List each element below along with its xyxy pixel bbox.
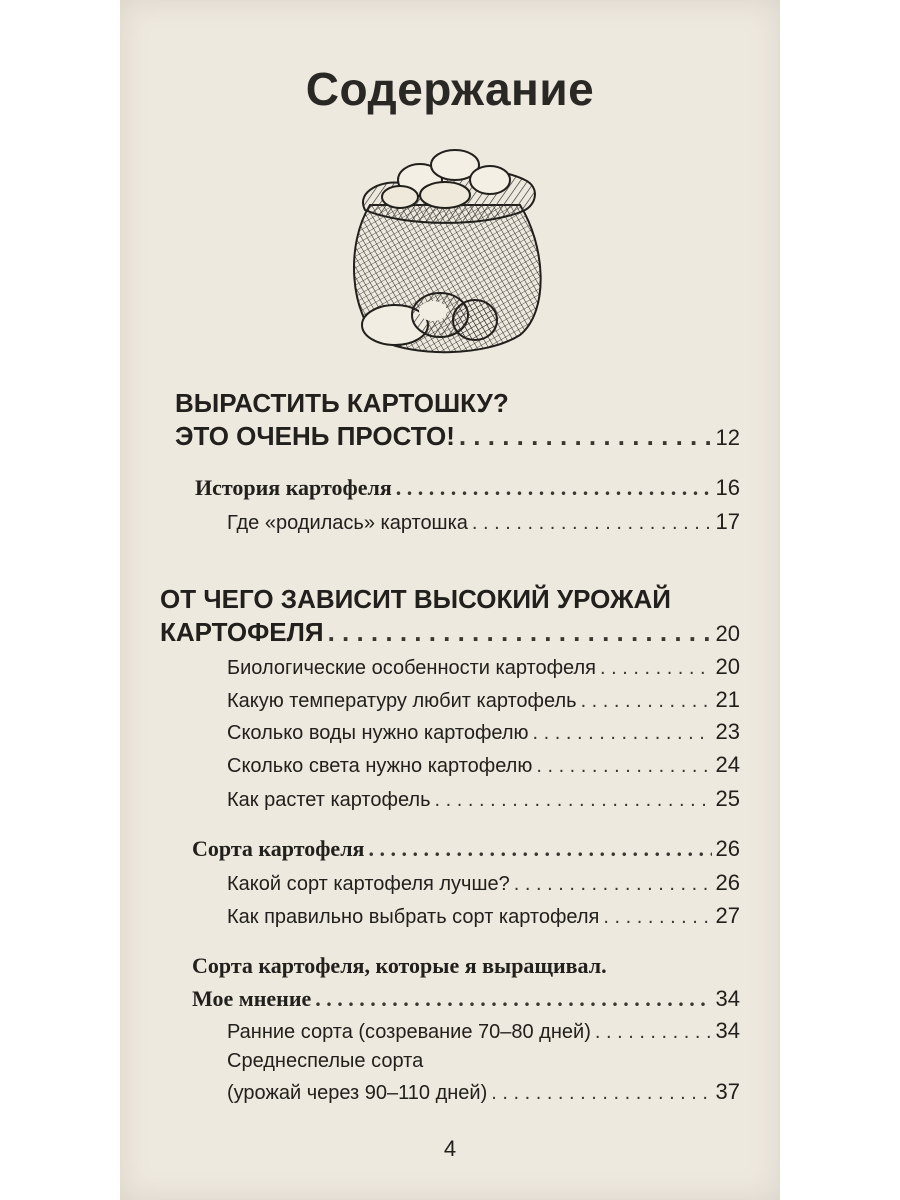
toc-entry[interactable]	[227, 903, 740, 929]
toc-entry-label: Какой сорт картофеля лучше?	[227, 873, 510, 895]
toc-page-number: 34	[715, 986, 740, 1011]
toc-page-number: 37	[715, 1079, 740, 1104]
toc-entry-label: Ранние сорта (созревание 70–80 дней)	[227, 1021, 591, 1043]
toc-entry[interactable]	[227, 719, 740, 745]
toc-page-number: 27	[715, 903, 740, 928]
leader-dots	[472, 512, 712, 535]
toc-entry[interactable]	[227, 752, 740, 778]
leader-dots	[536, 755, 711, 778]
leader-dots	[581, 690, 712, 713]
toc-page-number: 20	[715, 621, 740, 646]
toc-heading-2-line1[interactable]: ОТ ЧЕГО ЗАВИСИТ ВЫСОКИЙ УРОЖАЙ	[160, 584, 671, 614]
toc-page-number: 20	[715, 654, 740, 679]
toc-entry-label: Сколько света нужно картофелю	[227, 755, 533, 777]
toc-page-number: 26	[715, 870, 740, 895]
toc-page-number: 16	[715, 475, 740, 500]
toc-heading-2[interactable]	[160, 617, 740, 648]
leader-dots	[328, 617, 712, 648]
leader-dots	[533, 722, 712, 745]
toc-entry-label: История картофеля	[195, 475, 392, 500]
toc-heading-1[interactable]	[175, 421, 740, 452]
toc-entry[interactable]	[227, 1079, 740, 1105]
page-number: 4	[443, 1136, 457, 1161]
book-page	[120, 0, 780, 1200]
toc-heading-1-line1[interactable]: ВЫРАСТИТЬ КАРТОШКУ?	[175, 388, 509, 418]
toc-entry-label: Биологические особенности картофеля	[227, 657, 597, 679]
toc-page-number: 17	[715, 509, 740, 534]
toc-entry[interactable]	[227, 786, 740, 812]
leader-dots	[514, 873, 712, 896]
toc-page-number: 12	[715, 425, 740, 450]
leader-dots	[435, 789, 712, 812]
toc-entry-label: Какую температуру любит картофель	[227, 690, 577, 712]
toc-entry-label: Как растет картофель	[227, 789, 431, 811]
toc-page-number: 24	[715, 752, 740, 777]
toc-entry[interactable]	[227, 1018, 740, 1044]
toc-entry[interactable]	[227, 870, 740, 896]
leader-dots	[600, 657, 712, 680]
toc-heading-4-line1[interactable]: Сорта картофеля, которые я выращивал.	[192, 953, 607, 978]
toc-heading-1-line2: ЭТО ОЧЕНЬ ПРОСТО!	[175, 421, 455, 451]
toc-entry-history[interactable]	[195, 475, 740, 501]
toc-heading-2-line2: КАРТОФЕЛЯ	[160, 617, 324, 647]
toc-entry[interactable]	[227, 654, 740, 680]
toc-entry[interactable]	[227, 687, 740, 713]
leader-dots	[368, 836, 711, 862]
toc-entry-label: Сколько воды нужно картофелю	[227, 722, 529, 744]
potato-sack-icon	[325, 135, 565, 360]
toc-heading-4[interactable]	[192, 986, 740, 1012]
leader-dots	[491, 1082, 711, 1105]
leader-dots	[396, 475, 712, 501]
toc-page-number: 26	[715, 836, 740, 861]
toc-page-number: 21	[715, 687, 740, 712]
leader-dots	[315, 986, 711, 1012]
toc-entry-origin[interactable]	[227, 509, 740, 535]
leader-dots	[603, 906, 711, 929]
toc-page-number: 25	[715, 786, 740, 811]
toc-entry-label: Как правильно выбрать сорт картофеля	[227, 906, 600, 928]
leader-dots	[459, 421, 712, 452]
toc-page-number: 34	[715, 1018, 740, 1043]
leader-dots	[595, 1021, 712, 1044]
toc-entry-label: (урожай через 90–110 дней)	[227, 1082, 488, 1104]
toc-page-number: 23	[715, 719, 740, 744]
toc-entry-varieties[interactable]	[192, 836, 740, 862]
toc-entry-label: Где «родилась» картошка	[227, 512, 468, 534]
toc-entry-label: Мое мнение	[192, 986, 312, 1011]
toc-entry-label: Сорта картофеля	[192, 836, 365, 861]
toc-entry-line1[interactable]: Среднеспелые сорта	[227, 1050, 424, 1072]
page-title: Содержание	[305, 63, 595, 115]
